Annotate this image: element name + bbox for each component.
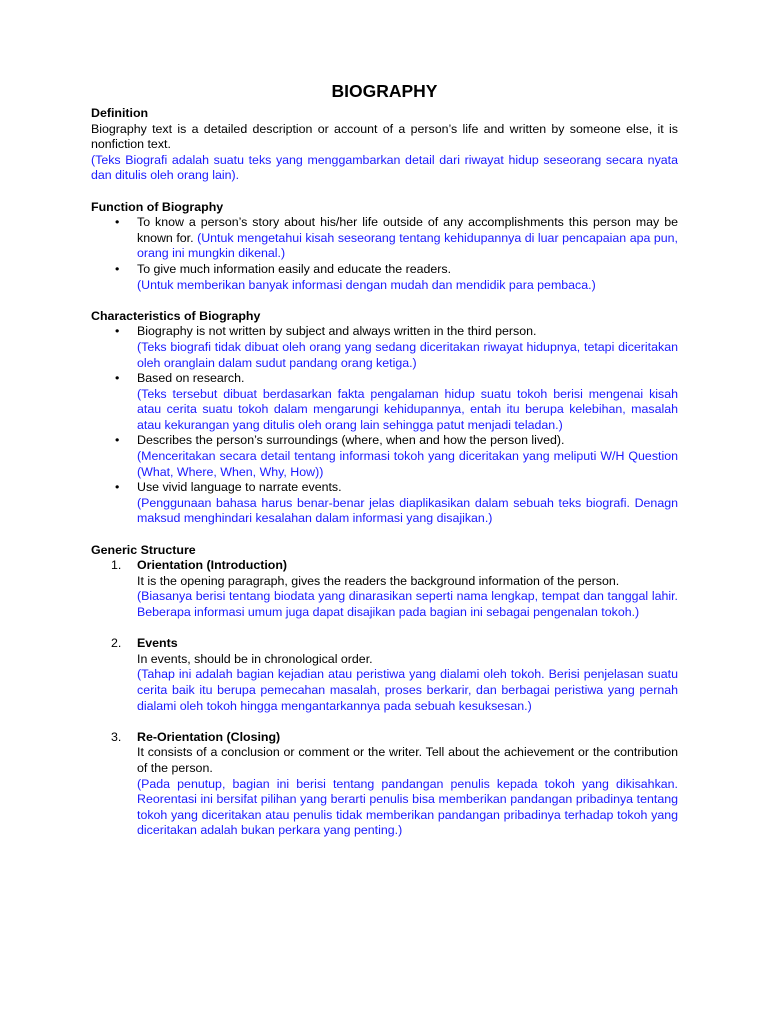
- step-title: Orientation (Introduction): [137, 558, 288, 573]
- bullet-icon: •: [115, 324, 120, 339]
- item-text-id: (Untuk memberikan banyak informasi dengan mudah dan mendidik para pembaca.): [137, 277, 596, 292]
- step-text-en: It is the opening paragraph, gives the readers the background information of the person.: [137, 573, 620, 588]
- item-text-en: To know a person’s story about his/her life outside of any accomplishments this person may be known for.: [137, 215, 678, 245]
- item-text-en: Use vivid language to narrate events.: [137, 480, 342, 495]
- function-heading: Function of Biography: [91, 199, 224, 214]
- step-title: Re-Orientation (Closing): [137, 729, 281, 744]
- step-text-id: (Pada penutup, bagian ini berisi tentang pandangan penulis kepada tokoh yang dikisahkan. Reorentasi ini bersifat pilihan yang berarti penulis bisa memberikan pandangan pribadinya tentang tokoh yang diceritakan atau penulis tidak memberikan pandangan pribadinya terhadap tokoh yang diceritakan adalah bukan perkara yang penting.): [137, 776, 678, 838]
- step-number: 1.: [111, 558, 122, 573]
- function-section: [91, 200, 678, 294]
- function-list: [91, 215, 678, 293]
- list-item: [91, 636, 678, 714]
- item-text-en: Biography is not written by subject and always written in the third person.: [137, 324, 537, 339]
- list-item: [91, 730, 678, 839]
- bullet-icon: •: [115, 261, 120, 276]
- definition-text-en: Biography text is a detailed description or account of a person’s life and written by someone else, it is nonfiction text.: [91, 121, 678, 152]
- step-text-id: (Biasanya berisi tentang biodata yang dinarasikan seperti nama lengkap, tempat dan tanggal lahir. Beberapa informasi umum juga dapat disajikan pada bagian ini sebagai pengenalan tokoh.): [137, 589, 678, 619]
- item-text-id: (Teks tersebut dibuat berdasarkan fakta pengalaman hidup suatu tokoh berisi mengenai kisah atau cerita suatu tokoh dalam mengarungi kehidupannya, entah itu berupa kelebihan, masalah atau kekurangan yang ditulis oleh orang lain sehingga patut menjadi teladan.): [137, 386, 678, 432]
- list-item: [91, 433, 678, 480]
- item-text-id: (Penggunaan bahasa harus benar-benar jelas diaplikasikan dalam sebuah teks biografi. Denagn maksud menghindari kesalahan dalam informasi yang disajikan.): [137, 495, 678, 526]
- list-item: [91, 215, 678, 262]
- item-text-id: (Teks biografi tidak dibuat oleh orang yang sedang diceritakan riwayat hidupnya, tetapi diceritakan oleh oranglain dalam sudut pandang orang ketiga.): [137, 339, 678, 370]
- definition-text-id: (Teks Biografi adalah suatu teks yang menggambarkan detail dari riwayat hidup seseorang secara nyata dan ditulis oleh orang lain).: [91, 152, 678, 183]
- structure-section: [91, 543, 678, 839]
- item-text-id: (Untuk mengetahui kisah seseorang tentang kehidupannya di luar pencapaian apa pun, orang ini mungkin dikenal.): [137, 230, 678, 261]
- bullet-icon: •: [115, 480, 120, 495]
- step-text-en: In events, should be in chronological order.: [137, 651, 373, 666]
- characteristics-list: [91, 324, 678, 527]
- step-text-id: (Tahap ini adalah bagian kejadian atau peristiwa yang dialami oleh tokoh. Berisi penjelasan suatu cerita baik itu berupa pemecahan masalah, proses berkarir, dan berbagai peristiwa yang pernah dialami oleh tokoh hingga mengantarkannya pada sebuah kesuksesan.): [137, 667, 678, 713]
- step-title: Events: [137, 636, 178, 651]
- step-number: 2.: [111, 636, 122, 651]
- definition-heading: Definition: [91, 106, 149, 120]
- page-title: BIOGRAPHY: [331, 81, 438, 101]
- item-text-id: (Menceritakan secara detail tentang informasi tokoh yang diceritakan yang meliputi W/H Question (What, Where, When, Why, How)): [137, 449, 678, 479]
- item-text-en: Based on research.: [137, 371, 245, 386]
- bullet-icon: •: [115, 215, 120, 230]
- list-item: [91, 371, 678, 433]
- definition-section: [91, 106, 678, 184]
- structure-heading: Generic Structure: [91, 542, 196, 557]
- step-text-en: It consists of a conclusion or comment or the writer. Tell about the achievement or the contribution of the person.: [137, 745, 678, 775]
- list-item: [91, 558, 678, 620]
- bullet-icon: •: [115, 433, 120, 448]
- list-item: [91, 480, 678, 527]
- list-item: [91, 262, 678, 293]
- item-text-en: Describes the person’s surroundings (where, when and how the person lived).: [137, 433, 565, 448]
- structure-list: [91, 558, 678, 839]
- characteristics-section: [91, 309, 678, 527]
- bullet-icon: •: [115, 371, 120, 386]
- step-number: 3.: [111, 729, 122, 744]
- characteristics-heading: Characteristics of Biography: [91, 308, 261, 323]
- item-text-en: To give much information easily and educate the readers.: [137, 261, 452, 276]
- list-item: [91, 324, 678, 371]
